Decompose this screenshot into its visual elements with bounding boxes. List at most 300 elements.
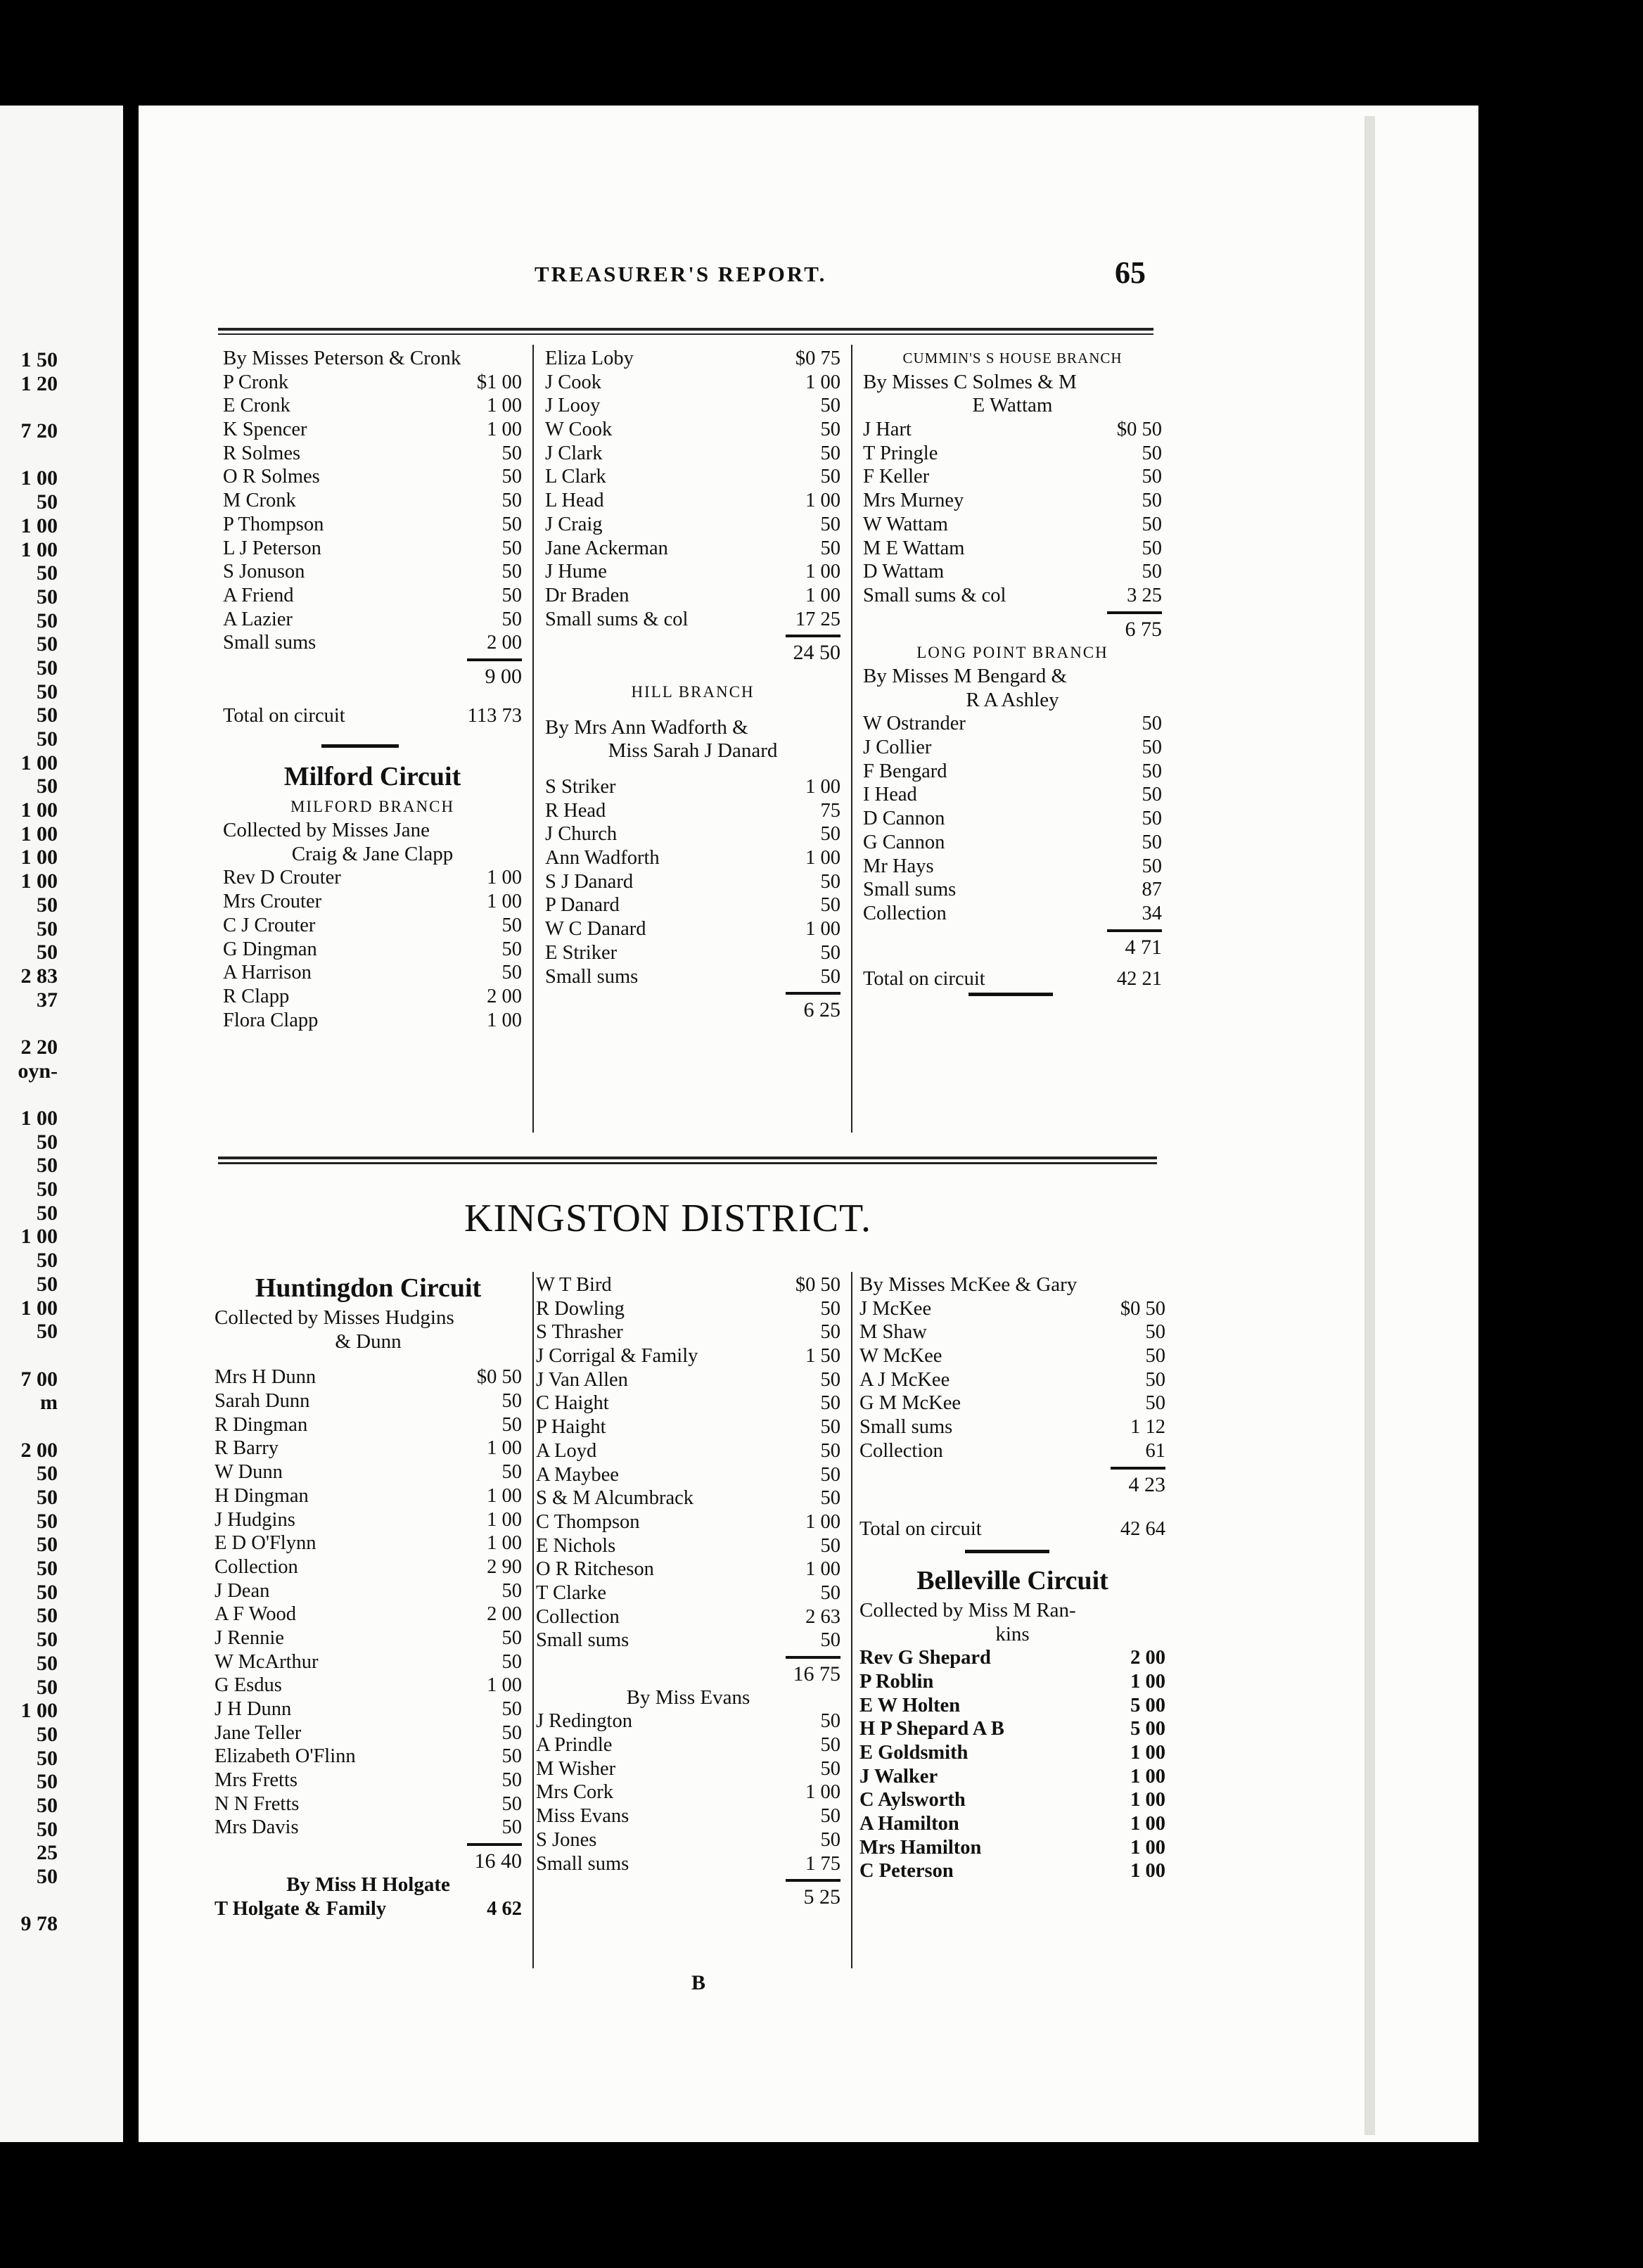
entry-amount: 50 xyxy=(501,466,522,488)
entry-amount: 50 xyxy=(501,1650,522,1673)
entry-name: A Loyd xyxy=(536,1439,597,1462)
entry-amount: 2 00 xyxy=(1130,1647,1165,1669)
circuit-total-label: Total on circuit xyxy=(863,968,985,990)
entry-row xyxy=(545,846,840,870)
collector-heading: By Misses C Solmes & M xyxy=(863,370,1077,393)
entry-amount: 1 00 xyxy=(487,1508,522,1531)
entry-row xyxy=(215,1721,522,1745)
entry-name: J Van Allen xyxy=(536,1368,628,1391)
entry-amount: 1 00 xyxy=(805,847,840,869)
entry-row xyxy=(545,775,840,799)
entry-name: W T Bird xyxy=(536,1274,612,1296)
entry-row xyxy=(545,537,840,561)
entry-amount: 50 xyxy=(501,1390,522,1413)
previous-page-amount: 50 xyxy=(37,1320,58,1344)
entry-row xyxy=(215,1484,522,1508)
entry-amount: 50 xyxy=(820,419,840,441)
entry-amount: 1 50 xyxy=(805,1345,840,1368)
entry-row xyxy=(223,465,522,489)
entry-name: J Dean xyxy=(215,1579,270,1602)
entry-name: Collection xyxy=(859,1439,943,1462)
entry-amount: $0 75 xyxy=(795,348,840,369)
entry-name: J Cook xyxy=(545,371,601,393)
entry-name: Collection xyxy=(215,1555,298,1578)
previous-page-amount xyxy=(7,1012,58,1036)
entry-amount: 4 62 xyxy=(487,1897,522,1920)
previous-page-amount: 1 00 xyxy=(20,466,58,490)
previous-page-amount: 7 00 xyxy=(20,1367,58,1391)
entry-name: Mr Hays xyxy=(863,855,934,877)
entry-amount: 1 00 xyxy=(487,419,522,441)
entry-row xyxy=(545,465,840,489)
entry-row xyxy=(545,870,840,894)
collector-heading: By Miss Evans xyxy=(626,1686,750,1709)
entry-row xyxy=(215,1626,522,1650)
entry-row xyxy=(215,1897,522,1921)
subtotal-row xyxy=(223,665,522,689)
entry-name: S Striker xyxy=(545,776,616,798)
entry-name: Small sums & col xyxy=(863,584,1006,606)
previous-page-amount: 2 83 xyxy=(20,964,58,988)
branch-heading: HILL BRANCH xyxy=(631,682,755,701)
entry-name: W Cook xyxy=(545,419,613,441)
entry-row xyxy=(863,760,1162,784)
previous-page-amounts xyxy=(7,348,58,1936)
entry-row xyxy=(545,394,840,418)
entry-row xyxy=(545,965,840,989)
entry-name: L Head xyxy=(545,490,604,512)
previous-page-amount: 50 xyxy=(37,1462,58,1486)
entry-amount: 1 00 xyxy=(487,867,522,889)
previous-page-amount: 50 xyxy=(37,1201,58,1225)
entry-row xyxy=(215,1816,522,1840)
previous-page-amount: 1 00 xyxy=(20,798,58,822)
previous-page-amount xyxy=(7,443,58,467)
subtotal-amount: 9 00 xyxy=(485,664,522,688)
subtotal-amount: 24 50 xyxy=(793,641,840,665)
entry-row xyxy=(536,1629,840,1652)
entry-name: Miss Evans xyxy=(536,1805,629,1828)
entry-row xyxy=(215,1674,522,1697)
entry-name: Small sums xyxy=(545,965,639,988)
entry-amount: 2 00 xyxy=(487,632,522,654)
entry-amount: 1 00 xyxy=(487,891,522,913)
entry-row xyxy=(223,442,522,466)
entry-name: P Thompson xyxy=(223,513,324,535)
entry-name: J Rennie xyxy=(215,1626,284,1649)
entry-name: Eliza Loby xyxy=(545,348,634,369)
entry-name: J McKee xyxy=(859,1297,932,1320)
previous-page-amount: m xyxy=(40,1391,58,1415)
entry-amount: 50 xyxy=(1142,831,1162,853)
entry-amount: 2 00 xyxy=(487,985,522,1007)
entry-amount: 50 xyxy=(820,1392,840,1415)
column-divider xyxy=(532,1272,534,1968)
signature-mark: B xyxy=(691,1971,706,1994)
previous-page-amount: 1 00 xyxy=(20,1699,58,1723)
subtotal-row xyxy=(545,998,840,1022)
entry-name: Mrs Fretts xyxy=(215,1769,298,1792)
entry-amount: 50 xyxy=(820,1710,840,1733)
section-rule xyxy=(863,991,1162,1012)
collector-heading: By Misses M Bengard & xyxy=(863,665,1067,687)
entry-name: A Prindle xyxy=(536,1734,613,1757)
entry-amount: 5 00 xyxy=(1130,1718,1165,1740)
entry-name: Flora Clapp xyxy=(223,1009,319,1031)
entry-name: R Barry xyxy=(215,1437,279,1460)
entry-amount: 1 00 xyxy=(487,1437,522,1460)
total-rule xyxy=(859,1463,1165,1473)
previous-page-amount: 2 00 xyxy=(20,1438,58,1462)
previous-page-amount: 50 xyxy=(37,561,58,585)
entry-name: G Cannon xyxy=(863,831,945,853)
entry-row xyxy=(215,1769,522,1792)
entry-name: J Hudgins xyxy=(215,1508,295,1531)
entry-name: Jane Ackerman xyxy=(545,537,668,559)
entry-row xyxy=(859,1297,1165,1321)
entry-name: Collection xyxy=(536,1605,620,1628)
entry-amount: 50 xyxy=(501,1579,522,1602)
entry-amount: 50 xyxy=(1142,784,1162,806)
entry-row xyxy=(223,537,522,561)
entry-name: J Walker xyxy=(859,1765,938,1788)
entry-amount: 50 xyxy=(501,914,522,936)
entry-amount: $0 50 xyxy=(795,1274,840,1296)
previous-page-amount: 50 xyxy=(37,1130,58,1154)
entry-amount: 61 xyxy=(1145,1439,1165,1462)
entry-row xyxy=(215,1650,522,1674)
entry-name: Small sums xyxy=(863,879,957,901)
entry-name: E D O'Flynn xyxy=(215,1532,317,1555)
entry-row xyxy=(223,584,522,608)
entry-amount: 50 xyxy=(820,1321,840,1344)
subtotal-row xyxy=(859,1473,1165,1497)
entry-amount: 50 xyxy=(501,442,522,464)
entry-name: M Wisher xyxy=(536,1757,616,1780)
entry-amount: $0 50 xyxy=(1120,1297,1165,1320)
entry-amount: 1 00 xyxy=(1130,1742,1165,1764)
entry-amount: 1 00 xyxy=(1130,1670,1165,1693)
entry-row xyxy=(859,1694,1165,1718)
previous-page-amount: 1 00 xyxy=(20,1296,58,1320)
entry-name: J Looy xyxy=(545,395,601,417)
entry-name: A Friend xyxy=(223,584,294,606)
previous-page-amount: 50 xyxy=(37,1722,58,1746)
entry-row xyxy=(545,442,840,466)
bottom-column-1 xyxy=(215,1270,522,1920)
entry-amount: 1 00 xyxy=(487,1009,522,1031)
previous-page-amount: 50 xyxy=(37,1675,58,1699)
entry-row xyxy=(536,1415,840,1439)
section-divider-rule xyxy=(218,1157,1157,1159)
entry-amount: 50 xyxy=(820,1581,840,1604)
subtotal-amount: 6 25 xyxy=(803,998,840,1022)
column-divider xyxy=(851,1272,852,1968)
entry-row xyxy=(536,1709,840,1733)
entry-row xyxy=(223,1009,522,1033)
entry-name: J H Dunn xyxy=(215,1698,292,1721)
previous-page-amount: 50 xyxy=(37,1249,58,1273)
entry-amount: 2 90 xyxy=(487,1555,522,1578)
entry-name: W Dunn xyxy=(215,1461,283,1484)
entry-row xyxy=(859,1368,1165,1392)
entry-row xyxy=(545,917,840,941)
entry-amount: 50 xyxy=(820,395,840,417)
collector-heading: E Wattam xyxy=(972,394,1053,417)
entry-row xyxy=(536,1297,840,1321)
entry-row xyxy=(215,1365,522,1389)
entry-amount: 50 xyxy=(501,608,522,630)
entry-row xyxy=(859,1859,1165,1883)
entry-row xyxy=(859,1741,1165,1765)
entry-amount: 1 00 xyxy=(805,561,840,583)
entry-name: A Harrison xyxy=(223,962,312,984)
entry-row xyxy=(859,1836,1165,1860)
previous-page-amount: 50 xyxy=(37,1557,58,1581)
subtotal-amount: 4 23 xyxy=(1128,1472,1165,1496)
entry-row xyxy=(223,961,522,985)
entry-row xyxy=(859,1670,1165,1694)
previous-page-amount xyxy=(7,395,58,419)
entry-amount: 50 xyxy=(820,1757,840,1780)
previous-page-amount: 50 xyxy=(37,775,58,798)
entry-row xyxy=(223,938,522,962)
entry-amount: 1 00 xyxy=(805,584,840,606)
circuit-total-amount: 42 64 xyxy=(1120,1518,1165,1541)
branch-heading: LONG POINT BRANCH xyxy=(916,644,1108,662)
entry-name: M Cronk xyxy=(223,490,296,512)
entry-row xyxy=(536,1486,840,1510)
previous-page-amount: 50 xyxy=(37,1746,58,1770)
previous-page-amount: 1 00 xyxy=(20,537,58,561)
entry-row xyxy=(545,371,840,395)
entry-row xyxy=(215,1603,522,1626)
previous-page-amount: 7 20 xyxy=(20,419,58,443)
previous-page-amount: 50 xyxy=(37,893,58,917)
entry-name: T Clarke xyxy=(536,1581,606,1604)
entry-row xyxy=(859,1439,1165,1463)
entry-amount: 2 63 xyxy=(805,1605,840,1628)
column-divider xyxy=(851,345,852,1133)
entry-amount: 3 25 xyxy=(1127,584,1162,606)
entry-row xyxy=(223,560,522,584)
branch-heading: CUMMIN'S S HOUSE BRANCH xyxy=(902,350,1123,367)
collector-heading: By Misses Peterson & Cronk xyxy=(223,347,461,369)
previous-page-amount: oyn- xyxy=(18,1059,58,1083)
entry-amount: 50 xyxy=(820,965,840,988)
top-column-3 xyxy=(863,347,1162,1012)
section-rule xyxy=(223,727,522,758)
entry-row xyxy=(545,513,840,537)
entry-amount: 1 12 xyxy=(1130,1416,1165,1439)
entry-name: Mrs Cork xyxy=(536,1781,614,1804)
entry-amount: 50 xyxy=(501,962,522,984)
page-number: 65 xyxy=(1115,255,1146,290)
entry-name: H P Shepard A B xyxy=(859,1718,1004,1740)
entry-row xyxy=(863,783,1162,807)
entry-row xyxy=(545,822,840,846)
entry-amount: 50 xyxy=(1145,1368,1165,1391)
entry-amount: 50 xyxy=(820,823,840,846)
entry-row xyxy=(545,893,840,917)
entry-amount: 1 00 xyxy=(487,1674,522,1697)
previous-page-amount: 50 xyxy=(37,703,58,727)
entry-row xyxy=(863,513,1162,537)
entry-name: P Haight xyxy=(536,1416,606,1439)
entry-amount: 50 xyxy=(501,1769,522,1792)
entry-amount: 50 xyxy=(820,1629,840,1652)
entry-name: Small sums & col xyxy=(545,608,689,630)
entry-name: E Cronk xyxy=(223,395,290,417)
circuit-total-row xyxy=(859,1517,1165,1541)
entry-amount: 1 00 xyxy=(805,1558,840,1581)
entry-amount: 1 00 xyxy=(1130,1765,1165,1788)
collector-heading: & Dunn xyxy=(335,1330,402,1353)
entry-amount: 1 00 xyxy=(487,1532,522,1555)
previous-page-amount: 1 00 xyxy=(20,1107,58,1130)
entry-name: G Esdus xyxy=(215,1674,282,1697)
entry-name: L J Peterson xyxy=(223,537,321,559)
entry-name: E Striker xyxy=(545,941,618,964)
subtotal-amount: 16 75 xyxy=(793,1662,840,1686)
entry-amount: 50 xyxy=(501,513,522,535)
entry-row xyxy=(223,371,522,395)
previous-page-amount: 1 00 xyxy=(20,514,58,537)
entry-row xyxy=(215,1555,522,1579)
entry-name: Mrs H Dunn xyxy=(215,1366,317,1389)
entry-amount: 50 xyxy=(1142,808,1162,830)
entry-amount: 50 xyxy=(501,490,522,512)
previous-page-amount: 50 xyxy=(37,1509,58,1533)
circuit-heading: Milford Circuit xyxy=(283,762,461,792)
entry-amount: 50 xyxy=(501,938,522,960)
entry-amount: 50 xyxy=(820,513,840,535)
entry-row xyxy=(223,914,522,938)
collector-heading: Collected by Misses Jane xyxy=(223,819,430,842)
previous-page-amount: 50 xyxy=(37,1580,58,1604)
entry-name: J Craig xyxy=(545,513,603,535)
total-rule xyxy=(545,631,840,641)
entry-name: P Cronk xyxy=(223,371,289,393)
entry-row xyxy=(536,1320,840,1344)
entry-name: M Shaw xyxy=(859,1321,927,1344)
entry-amount: 1 00 xyxy=(487,1484,522,1507)
entry-amount: 1 00 xyxy=(805,1510,840,1533)
entry-name: O R Ritcheson xyxy=(536,1558,654,1581)
top-rule xyxy=(218,328,1153,331)
previous-page-amount: 50 xyxy=(37,1865,58,1888)
previous-page-amount xyxy=(7,1415,58,1439)
entry-row xyxy=(536,1757,840,1781)
circuit-total-amount: 113 73 xyxy=(467,704,522,727)
entry-name: P Danard xyxy=(545,894,620,917)
entry-name: I Head xyxy=(863,784,917,806)
entry-amount: 50 xyxy=(820,941,840,964)
entry-row xyxy=(223,394,522,418)
entry-name: E W Holten xyxy=(859,1694,961,1716)
entry-name: Mrs Hamilton xyxy=(859,1836,982,1859)
entry-row xyxy=(545,418,840,442)
previous-page-amount: 50 xyxy=(37,1272,58,1296)
entry-amount: 75 xyxy=(820,799,840,822)
entry-name: T Pringle xyxy=(863,442,938,464)
entry-amount: 1 00 xyxy=(805,1781,840,1804)
collector-heading: kins xyxy=(995,1622,1030,1645)
entry-name: Small sums xyxy=(536,1852,629,1875)
entry-amount: 1 00 xyxy=(1130,1860,1165,1882)
column-divider xyxy=(532,345,534,1133)
previous-page-amount: 1 00 xyxy=(20,869,58,893)
entry-row xyxy=(536,1534,840,1558)
entry-amount: 50 xyxy=(1142,537,1162,559)
entry-amount: 50 xyxy=(1142,513,1162,535)
entry-name: H Dingman xyxy=(215,1484,309,1507)
entry-row xyxy=(863,831,1162,855)
entry-amount: 50 xyxy=(501,1461,522,1484)
entry-amount: 50 xyxy=(820,1828,840,1851)
entry-name: S Jonuson xyxy=(223,561,305,583)
entry-row xyxy=(215,1531,522,1555)
previous-page-amount: 2 20 xyxy=(20,1035,58,1059)
entry-amount: 2 00 xyxy=(487,1603,522,1626)
previous-page-amount: 1 20 xyxy=(20,371,58,395)
subtotal-row xyxy=(536,1662,840,1686)
entry-name: G M McKee xyxy=(859,1392,961,1415)
entry-row xyxy=(863,465,1162,489)
collector-heading: Miss Sarah J Danard xyxy=(608,739,778,763)
entry-row xyxy=(536,1733,840,1757)
circuit-total-row xyxy=(223,704,522,728)
entry-name: C J Crouter xyxy=(223,914,316,936)
entry-row xyxy=(863,736,1162,760)
entry-name: W C Danard xyxy=(545,918,646,941)
entry-amount: 50 xyxy=(1142,466,1162,488)
previous-page-amount: 50 xyxy=(37,609,58,632)
total-rule xyxy=(863,926,1162,936)
total-rule xyxy=(536,1875,840,1885)
collector-heading: By Miss H Holgate xyxy=(286,1873,450,1896)
page-edge-shadow xyxy=(1364,116,1375,2135)
entry-row xyxy=(545,608,840,632)
entry-name: Sarah Dunn xyxy=(215,1390,310,1413)
subtotal-row xyxy=(215,1849,522,1873)
subtotal-amount: 4 71 xyxy=(1125,935,1162,959)
entry-row xyxy=(545,799,840,823)
entry-amount: 50 xyxy=(820,1439,840,1462)
entry-row xyxy=(863,902,1162,926)
entry-row xyxy=(859,1415,1165,1439)
entry-row xyxy=(545,560,840,584)
total-rule xyxy=(863,608,1162,618)
entry-name: R Solmes xyxy=(223,442,301,464)
subtotal-amount: 6 75 xyxy=(1125,617,1162,641)
total-rule xyxy=(536,1652,840,1662)
entry-row xyxy=(223,631,522,655)
entry-row xyxy=(536,1463,840,1487)
entry-amount: 50 xyxy=(501,1413,522,1436)
entry-name: J Clark xyxy=(545,442,603,464)
entry-amount: 50 xyxy=(1142,855,1162,877)
previous-page-amount: 1 00 xyxy=(20,751,58,775)
entry-amount: 5 00 xyxy=(1130,1694,1165,1716)
entry-name: Small sums xyxy=(859,1416,953,1439)
circuit-heading: Belleville Circuit xyxy=(916,1565,1108,1595)
previous-page-amount: 1 50 xyxy=(20,348,58,371)
entry-name: W McKee xyxy=(859,1345,942,1368)
entry-amount: 50 xyxy=(501,1816,522,1839)
entry-row xyxy=(536,1581,840,1605)
entry-name: P Roblin xyxy=(859,1670,934,1693)
